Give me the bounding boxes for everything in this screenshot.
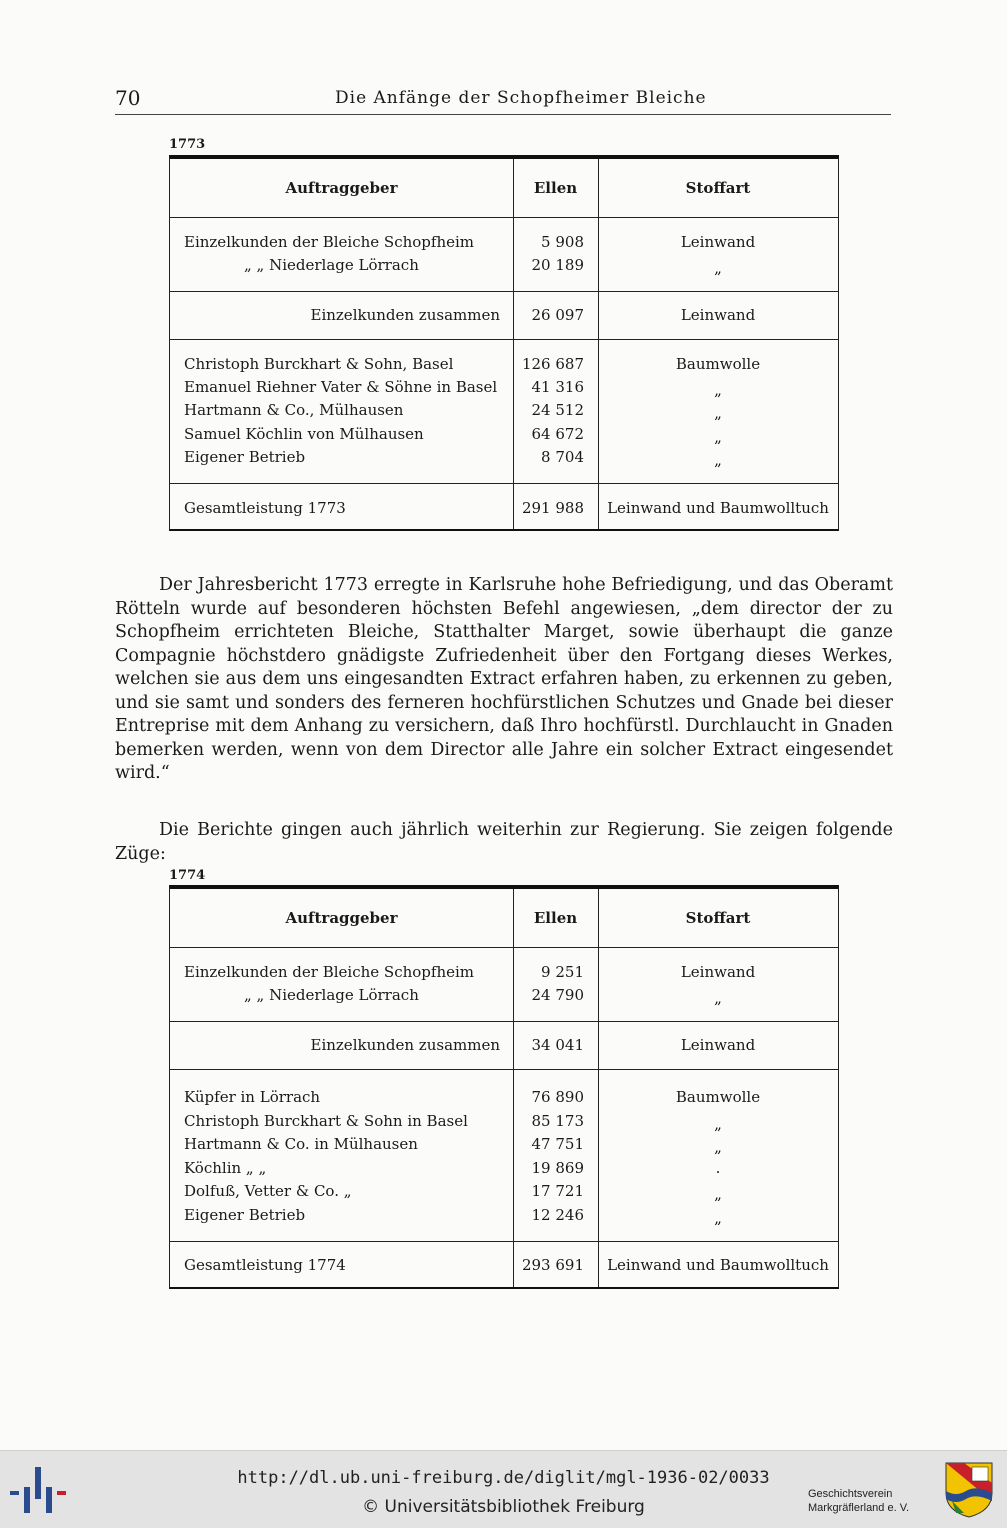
total-fabric: Leinwand und Baumwolltuch <box>607 1256 829 1274</box>
copyright-notice: © Universitätsbibliothek Freiburg <box>362 1497 645 1517</box>
running-title: Die Anfänge der Schopfheimer Bleiche <box>335 88 707 108</box>
table-row-fabric: „ <box>714 428 722 446</box>
table-row-client: Einzelkunden der Bleiche Schopfheim <box>184 233 475 251</box>
table-row-fabric: Baumwolle <box>675 355 761 373</box>
table-row-client: Christoph Burckhart & Sohn in Basel <box>184 1112 468 1130</box>
row-divider <box>170 291 838 292</box>
subtotal-ells: 34 041 <box>531 1036 584 1054</box>
table-row-client: Köchlin „ „ <box>184 1159 267 1177</box>
table-row-ells: 20 189 <box>531 256 584 274</box>
table-row-client: Küpfer in Lörrach <box>184 1088 321 1106</box>
column-header-fabric: Stoffart <box>685 909 751 927</box>
table-row-client: „ „ Niederlage Lörrach <box>244 986 419 1004</box>
column-divider <box>598 159 599 529</box>
table-row-client: Dolfuß, Vetter & Co. „ <box>184 1182 352 1200</box>
table-row-ells: 47 751 <box>531 1135 584 1153</box>
subtotal-fabric: Leinwand <box>680 1036 756 1054</box>
row-divider <box>170 1069 838 1070</box>
subtotal-client: Einzelkunden zusammen <box>310 306 500 324</box>
document-url[interactable]: http://dl.ub.uni-freiburg.de/diglit/mgl-1936-02/0033 <box>237 1468 770 1488</box>
table-row-ells: 8 704 <box>541 448 584 466</box>
subtotal-client: Einzelkunden zusammen <box>310 1036 500 1054</box>
table-1774-year: 1774 <box>169 868 206 883</box>
table-row-fabric: „ <box>714 381 722 399</box>
table-row-fabric: Leinwand <box>680 963 756 981</box>
table-row-fabric: Leinwand <box>680 233 756 251</box>
table-row-fabric: „ <box>714 989 722 1007</box>
viewer-footer <box>0 1450 1007 1528</box>
page-header <box>115 84 891 115</box>
table-row-ells: 12 246 <box>531 1206 584 1224</box>
row-divider <box>170 483 838 484</box>
table-row-fabric: „ <box>714 1185 722 1203</box>
total-client: Gesamtleistung 1773 <box>184 499 346 517</box>
table-row-client: Samuel Köchlin von Mülhausen <box>184 425 424 443</box>
table-row-ells: 24 790 <box>531 986 584 1004</box>
table-row-ells: 19 869 <box>531 1159 584 1177</box>
table-row-client: Einzelkunden der Bleiche Schopfheim <box>184 963 475 981</box>
subtotal-fabric: Leinwand <box>680 306 756 324</box>
column-header-client: Auftraggeber <box>285 179 398 197</box>
table-row-fabric: . <box>715 1159 721 1177</box>
table-row-client: Christoph Burckhart & Sohn, Basel <box>184 355 454 373</box>
table-row-ells: 64 672 <box>531 425 584 443</box>
table-row-fabric: „ <box>714 259 722 277</box>
table-row-client: Eigener Betrieb <box>184 1206 306 1224</box>
total-fabric: Leinwand und Baumwolltuch <box>607 499 829 517</box>
table-row-client: Emanuel Riehner Vater & Söhne in Basel <box>184 378 498 396</box>
table-row-ells: 5 908 <box>541 233 584 251</box>
total-ells: 293 691 <box>521 1256 584 1274</box>
table-1773-year: 1773 <box>169 137 206 152</box>
table-row-ells: 17 721 <box>531 1182 584 1200</box>
row-divider <box>170 217 838 218</box>
page-number: 70 <box>115 86 141 110</box>
table-row-fabric: „ <box>714 1138 722 1156</box>
table-row-ells: 85 173 <box>531 1112 584 1130</box>
subtotal-ells: 26 097 <box>531 306 584 324</box>
table-row-client: „ „ Niederlage Lörrach <box>244 256 419 274</box>
table-row-ells: 24 512 <box>531 401 584 419</box>
table-row-fabric: „ <box>714 1209 722 1227</box>
table-row-fabric: „ <box>714 1115 722 1133</box>
column-divider <box>513 159 514 529</box>
table-row-fabric: „ <box>714 451 722 469</box>
column-header-fabric: Stoffart <box>685 179 751 197</box>
total-client: Gesamtleistung 1774 <box>184 1256 346 1274</box>
row-divider <box>170 1021 838 1022</box>
coat-of-arms-icon[interactable] <box>944 1461 994 1519</box>
table-1774 <box>169 885 839 1289</box>
table-row-ells: 9 251 <box>541 963 584 981</box>
body-paragraph-1: Der Jahresbericht 1773 erregte in Karlsruhe hohe Befriedigung, und das Oberamt Rötteln wurde auf besonderen höchsten Befehl angewiesen, „dem director der zu Schopfheim errichteten Bleiche, Statthalter Marget, sowie überhaupt die ganze Compagnie höchstdero gnädigste Zufriedenheit über den Fortgang dieses Werkes, welchen sie aus dem uns eingesandten Extract erfahren haben, zu erkennen zu geben, und sie samt und sonders des ferneren hochfürstlichen Schutzes und Gnade bei dieser Entreprise mit dem Anhang zu versichern, daß Ihro hochfürstl. Durchlaucht in Gnaden bemerken werden, wenn von dem Director alle Jahre ein solcher Extract eingesendet wird.“ <box>115 575 893 783</box>
table-row-client: Eigener Betrieb <box>184 448 306 466</box>
row-divider <box>170 947 838 948</box>
table-row-ells: 41 316 <box>531 378 584 396</box>
table-row-fabric: „ <box>714 404 722 422</box>
total-ells: 291 988 <box>521 499 584 517</box>
column-divider <box>513 889 514 1287</box>
table-1773 <box>169 155 839 531</box>
column-header-ells: Ellen <box>533 909 578 927</box>
column-divider <box>598 889 599 1287</box>
table-row-client: Hartmann & Co. in Mülhausen <box>184 1135 418 1153</box>
row-divider <box>170 339 838 340</box>
table-row-client: Hartmann & Co., Mülhausen <box>184 401 404 419</box>
body-paragraph-2: Die Berichte gingen auch jährlich weiterhin zur Regierung. Sie zeigen folgende Züge: <box>115 820 893 864</box>
column-header-ells: Ellen <box>533 179 578 197</box>
column-header-client: Auftraggeber <box>285 909 398 927</box>
row-divider <box>170 1241 838 1242</box>
table-row-ells: 76 890 <box>531 1088 584 1106</box>
society-name[interactable]: Geschichtsverein Markgräflerland e. V. <box>808 1488 910 1514</box>
table-row-ells: 126 687 <box>521 355 584 373</box>
table-row-fabric: Baumwolle <box>675 1088 761 1106</box>
